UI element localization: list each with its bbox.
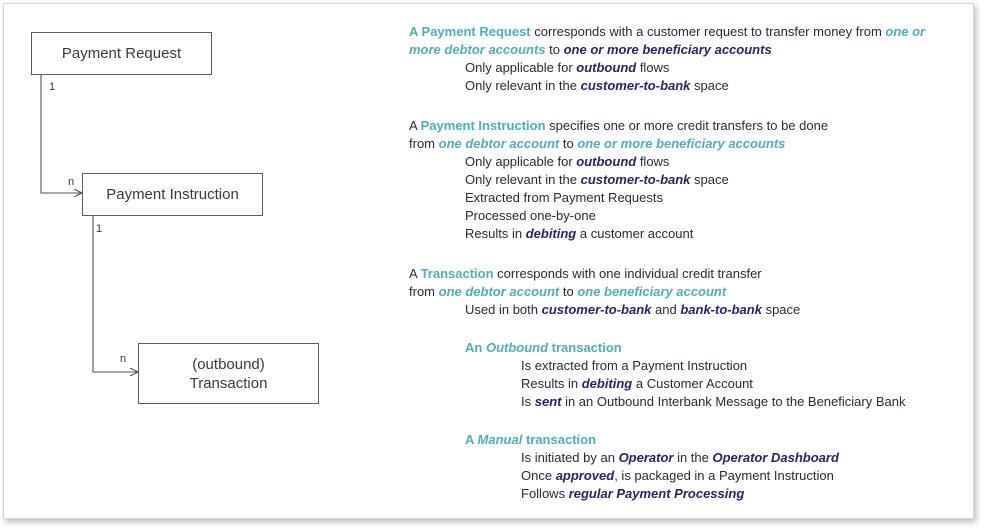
outbound-transaction-heading: An Outbound transaction [465, 340, 622, 355]
manual-bullet-approved: Once approved, is packaged in a Payment Instruction [521, 468, 834, 483]
manual-transaction-heading: A Manual transaction [465, 432, 597, 447]
connector-request-to-instruction [41, 75, 81, 193]
manual-bullet-processing: Follows regular Payment Processing [521, 486, 745, 501]
multiplicity-instruction-n: n [68, 176, 75, 188]
manual-bullet-initiated: Is initiated by an Operator in the Operator Dashboard [521, 450, 839, 465]
description-panel [409, 23, 973, 518]
transaction-term: Transaction [420, 266, 494, 281]
payment-instruction-bullet-extracted: Extracted from Payment Requests [465, 190, 663, 205]
payment-instruction-bullet-debiting: Results in debiting a customer account [465, 226, 694, 241]
multiplicity-transaction-n: n [120, 353, 127, 365]
payment-instruction-box [82, 173, 263, 216]
payment-request-definition-line1: A Payment Request corresponds with a customer request to transfer money from one or [409, 24, 926, 39]
payment-instruction-bullet-space: Only relevant in the customer-to-bank space [465, 172, 729, 187]
payment-instruction-definition-line1: A Payment Instruction specifies one or more credit transfers to be done [409, 118, 829, 133]
payment-instruction-definition-line2: from one debtor account to one or more beneficiary accounts [409, 136, 786, 151]
payment-request-definition-line2: more debtor accounts to one or more beneficiary accounts [409, 42, 772, 57]
payment-request-box-label: Payment Request [61, 45, 182, 62]
payment-request-term: Payment Request [421, 24, 531, 39]
multiplicity-request-one: 1 [49, 81, 56, 93]
connector-instruction-to-transaction [93, 215, 137, 372]
transaction-definition-line2: from one debtor account to one beneficiary account [409, 284, 727, 299]
payment-instruction-term: Payment Instruction [420, 118, 546, 133]
slide-frame [3, 3, 974, 519]
transaction-box [138, 343, 319, 404]
payment-request-bullet-outbound: Only applicable for outbound flows [465, 60, 670, 75]
outbound-bullet-sent: Is sent in an Outbound Interbank Message to the Beneficiary Bank [521, 394, 906, 409]
payment-instruction-box-label: Payment Instruction [106, 186, 239, 203]
outbound-bullet-debiting: Results in debiting a Customer Account [521, 376, 753, 391]
outbound-bullet-extracted: Is extracted from a Payment Instruction [521, 358, 748, 373]
transaction-box-label-line2: Transaction [189, 374, 268, 392]
payment-request-box [31, 32, 212, 75]
payment-instruction-bullet-processed: Processed one-by-one [465, 208, 596, 223]
diagram-connectors [4, 4, 404, 518]
transaction-definition-line1: A Transaction corresponds with one individual credit transfer [409, 266, 762, 281]
transaction-used-in: Used in both customer-to-bank and bank-to-bank space [465, 302, 801, 317]
payment-request-bullet-space: Only relevant in the customer-to-bank space [465, 78, 729, 93]
payment-instruction-bullet-outbound: Only applicable for outbound flows [465, 154, 670, 169]
transaction-box-label-line1: (outbound) [192, 355, 265, 373]
multiplicity-instruction-one: 1 [96, 223, 103, 235]
